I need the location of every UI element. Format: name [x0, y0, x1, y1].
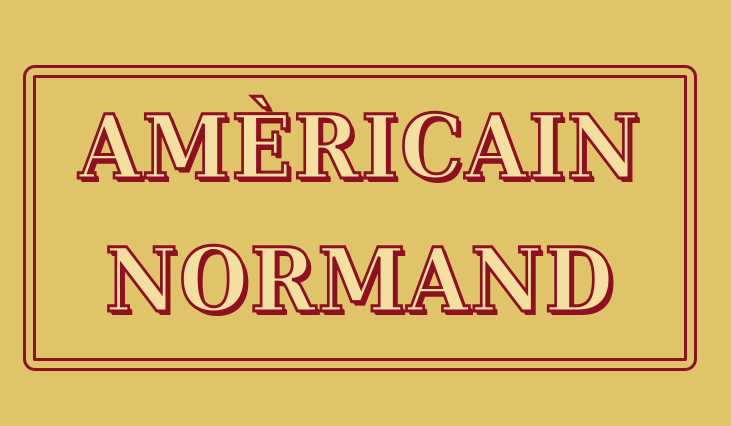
sign-line-2: NORMAND: [104, 228, 615, 332]
sign-line-1: AMÈRICAIN: [78, 95, 642, 199]
